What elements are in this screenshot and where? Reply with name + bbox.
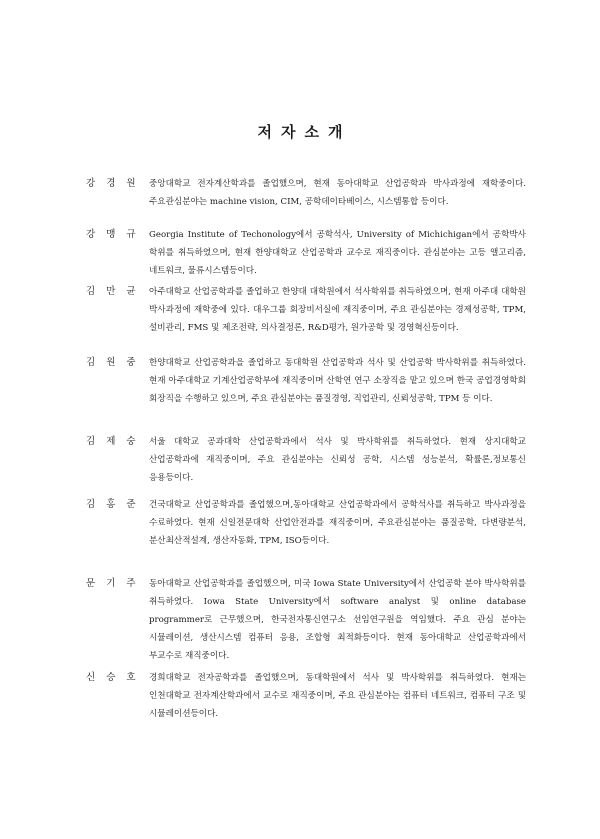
author-entry-1 — [86, 175, 526, 211]
author-bio: 건국대학교 산업공학과를 졸업했으며,동아대학교 산업공학과에서 공학석사를 취득하고 박사과정을 수료하였다. 현재 신일전문대학 산업안전과를 재직중이며, 주요관심분야는 품질공학, 다변량분석, 분산최산적설계, 생산자동화, TPM, ISO등이다. — [149, 500, 526, 546]
author-name: 강 맹 규 — [86, 229, 140, 240]
author-name: 김 홍 준 — [86, 499, 140, 510]
author-name: 김 원 중 — [86, 357, 140, 368]
author-bio: 서울 대학교 공과대학 산업공학과에서 석사 및 박사학위를 취득하였다. 현재 상지대학교 산업공학과에 재직중이며, 주요 관심분야는 신뢰성 공학, 시스템 성능분석, 확률론,정보통신 응용등이다. — [149, 437, 526, 483]
author-entry-8 — [86, 669, 526, 723]
author-bio: 한양대학교 산업공학과을 졸업하고 동대학원 산업공학과 석사 및 산업공학 박사학위를 취득하였다. 현재 아주대학교 기계산업공학부에 재직중이며 산학연 연구 소장직을 맡고 있으며 한국 공업경영학회 회장직을 수행하고 있으며, 주요 관심분야는 품질경영, 직업관리, 신뢰성공학, TPM 등 이다. — [149, 358, 526, 404]
author-bio: 아주대학교 산업공학과를 졸업하고 한양대 대학원에서 석사학위를 취득하였으며, 현재 아주대 대학원 박사과정에 재학중에 있다. 대우그룹 회장비서실에 재직중이며, 주요 관심분야는 경제성공학, TPM, 설비관리, FMS 및 제조전략, 의사결정론, R&D평가, 원가공학 및 경영혁신등이다. — [149, 287, 526, 333]
author-entry-7 — [86, 575, 526, 665]
author-name: 강 경 원 — [86, 178, 140, 189]
page-title: 저자소개 — [257, 123, 352, 141]
author-bio: Georgia Institute of Techonology에서 공학석사, University of Michichigan에서 공학박사 학위를 취득하였으며, 현재 한양대학교 산업공학과 교수로 재직중이다. 관심분야는 고등 앨고리즘, 네트워크, 물류시스템등이다. — [149, 230, 526, 276]
author-bio: 경희대학교 전자공학과를 졸업했으며, 동대학원에서 석사 및 박사학위를 취득하였다. 현재는 인천대학교 전자계산학과에서 교수로 재직중이며, 주요 관심분야는 컴퓨터 네트워크, 컴퓨터 구조 및 시뮬레이션등이다. — [149, 673, 526, 719]
author-bio: 중앙대학교 전자계산학과를 졸업했으며, 현재 동아대학교 산업공학과 박사과정에 재학중이다. 주요관심분야는 machine vision, CIM, 공학데이타베이스, 시스템통합 등이다. — [149, 179, 526, 207]
author-entry-4 — [86, 354, 526, 408]
author-entry-6 — [86, 496, 526, 550]
author-name: 김 제 숭 — [86, 436, 140, 447]
author-name: 문 기 주 — [86, 578, 140, 589]
author-bio: 동아대학교 산업공학과를 졸업했으며, 미국 Iowa State University에서 산업공학 분야 박사학위를 취득하였다. Iowa State University에서 software analyst 및 online database programmer로 근무했으며, 한국전자통신연구소 선임연구원을 역임했다. 주요 관심 분야는 시뮬레이션, 생산시스템 컴퓨터 응용, 조합형 최적화등이다. 현재 동아대학교 산업공학과에서 부교수로 재직중이다. — [149, 579, 526, 661]
author-entry-3 — [86, 283, 526, 337]
author-name: 김 만 균 — [86, 286, 140, 297]
author-entry-2 — [86, 226, 526, 280]
author-entry-5 — [86, 433, 526, 487]
author-name: 신 승 호 — [86, 672, 140, 683]
